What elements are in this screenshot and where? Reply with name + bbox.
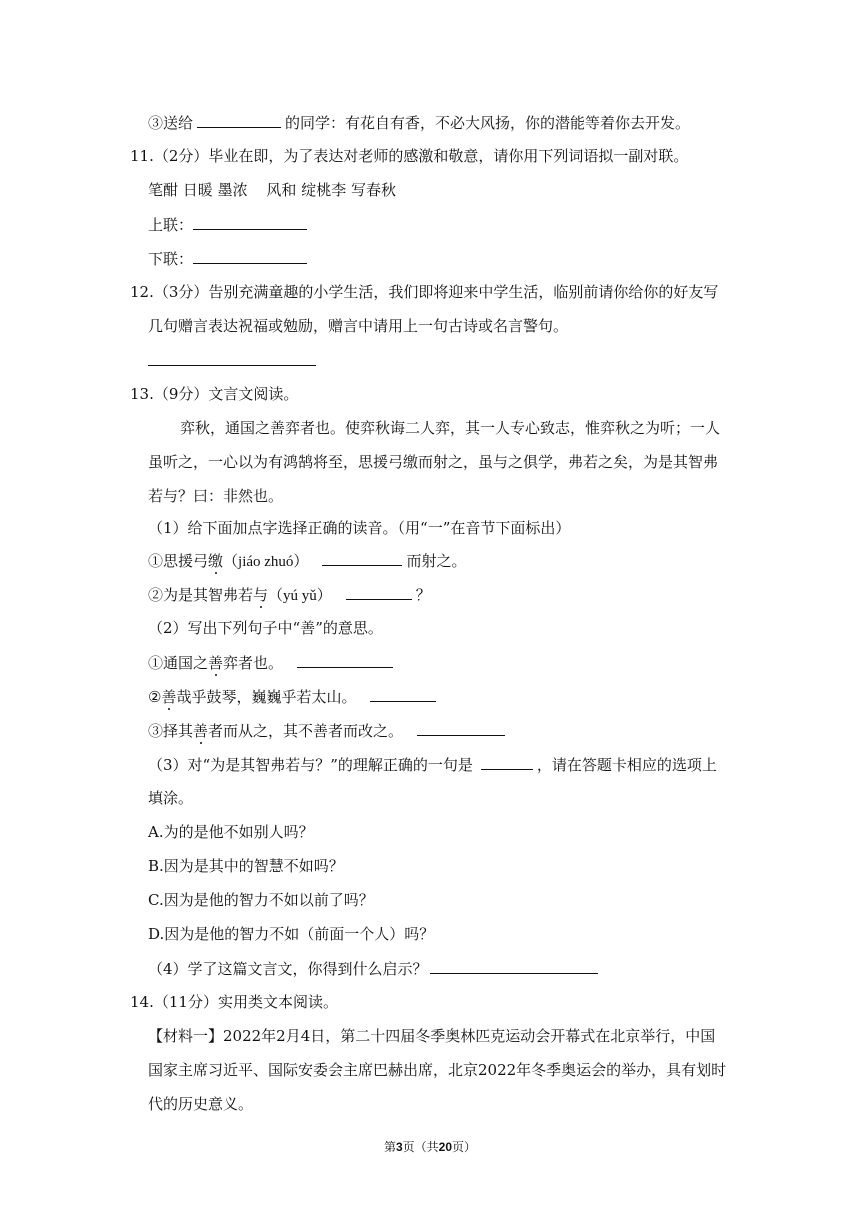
page-total: 20 <box>438 1140 453 1154</box>
pinyin: （jiáo zhuó） <box>223 554 309 570</box>
q13-sub4 <box>148 958 602 979</box>
upper-answer-blank[interactable] <box>193 214 307 230</box>
text: 者而从之，其不善者而改之。 <box>208 722 404 740</box>
dotted-char: 缴 <box>208 552 224 570</box>
q11-stem: 11.（2分）毕业在即，为了表达对老师的感激和敬意，请你用下列词语拟一副对联。 <box>130 147 689 165</box>
text: 而射之。 <box>406 552 467 570</box>
word: 笔酣 <box>148 181 179 199</box>
answer-blank[interactable] <box>297 652 393 668</box>
answer-blank[interactable] <box>370 686 436 702</box>
answer-blank[interactable] <box>197 112 281 128</box>
material-line: 代的历史意义。 <box>148 1095 254 1113</box>
q14-stem: 14.（11分）实用类文本阅读。 <box>130 993 338 1011</box>
text: （3）对“为是其智弗若与？”的理解正确的一句是 <box>148 756 473 774</box>
passage-line: 弈秋，通国之善弈者也。使弈秋诲二人弈，其一人专心致志，惟弈秋之为听；一人 <box>180 419 721 437</box>
answer-blank[interactable] <box>346 584 412 600</box>
page-number: 3 <box>395 1140 403 1154</box>
page-footer <box>0 1138 860 1155</box>
text: ③择其 <box>148 722 194 740</box>
q13-sub2-c <box>148 720 509 741</box>
option-b[interactable]: B.因为是其中的智慧不如吗？ <box>148 857 344 875</box>
text: 第 <box>383 1140 396 1154</box>
pinyin: （yú yǔ） <box>268 588 332 604</box>
material-line: 国家主席习近平、国际安委会主席巴赫出席，北京2022年冬季奥运会的举办，具有划时 <box>148 1061 727 1079</box>
answer-blank[interactable] <box>481 754 533 770</box>
text: （4）学了这篇文言文，你得到什么启示？ <box>148 960 428 978</box>
option-d[interactable]: D.因为是他的智力不如（前面一个人）吗？ <box>148 925 435 943</box>
dotted-char: 与 <box>253 586 269 604</box>
word: 绽桃李 <box>301 181 347 199</box>
text: 弈者也。 <box>223 654 284 672</box>
option-a[interactable]: A.为的是他不如别人吗？ <box>148 823 314 841</box>
lower-answer-blank[interactable] <box>193 248 307 264</box>
answer-blank[interactable] <box>430 958 598 974</box>
text: ？ <box>415 586 431 604</box>
q12-line1: 12.（3分）告别充满童趣的小学生活，我们即将迎来中学生活，临别前请你给你的好友写 <box>130 283 719 301</box>
text: 页） <box>452 1140 477 1154</box>
q13-sub3-line2: 填涂。 <box>148 789 194 807</box>
word: 日暖 <box>182 181 213 199</box>
text: ② <box>148 688 162 706</box>
q12-answer-blank[interactable] <box>148 350 316 366</box>
text: ①通国之 <box>148 654 209 672</box>
text: ①思援弓 <box>148 552 209 570</box>
q10-item3-suffix: 的同学：有花自有香，不必大风扬，你的潜能等着你去开发。 <box>285 114 691 132</box>
word: 写春秋 <box>350 181 396 199</box>
q13-sub1: （1）给下面加点字选择正确的读音。（用“一”在音节下面标出） <box>148 519 571 537</box>
upper-label: 上联： <box>148 216 194 234</box>
text: ，请在答题卡相应的选项上 <box>536 756 717 774</box>
dotted-char: 善 <box>193 722 209 740</box>
q10-item3 <box>148 112 690 133</box>
q10-item3-prefix: ③送给 <box>148 114 194 132</box>
answer-blank[interactable] <box>322 550 402 566</box>
q13-sub1-b <box>148 584 431 606</box>
q11-lower <box>148 248 311 269</box>
passage-line: 虽听之，一心以为有鸿鹄将至，思援弓缴而射之，虽与之俱学，弗若之矣，为是其智弗 <box>148 453 719 471</box>
lower-label: 下联： <box>148 250 194 268</box>
q13-sub1-a <box>148 550 466 572</box>
material-line: 【材料一】2022年2月4日，第二十四届冬季奥林匹克运动会开幕式在北京举行，中国 <box>148 1027 716 1045</box>
text: 页（共 <box>402 1140 439 1154</box>
passage-line: 若与？曰：非然也。 <box>148 487 284 505</box>
word: 风和 <box>266 181 297 199</box>
q11-upper <box>148 214 311 235</box>
q13-sub3-line1 <box>148 754 717 775</box>
option-c[interactable]: C.因为是他的智力不如以前了吗？ <box>148 891 374 909</box>
q13-sub2-a <box>148 652 397 673</box>
word: 墨浓 <box>217 181 248 199</box>
text: ②为是其智弗若 <box>148 586 254 604</box>
dotted-char: 善 <box>208 654 224 672</box>
q13-stem: 13.（9分）文言文阅读。 <box>130 385 299 403</box>
q13-sub2: （2）写出下列句子中“善”的意思。 <box>148 619 383 637</box>
q11-words <box>148 180 396 200</box>
dotted-char: 善 <box>161 688 177 706</box>
text: 哉乎鼓琴，巍巍乎若太山。 <box>176 688 357 706</box>
answer-blank[interactable] <box>417 720 505 736</box>
q13-sub2-b <box>148 686 440 707</box>
q12-line2: 几句赠言表达祝福或勉励，赠言中请用上一句古诗或名言警句。 <box>148 317 569 335</box>
